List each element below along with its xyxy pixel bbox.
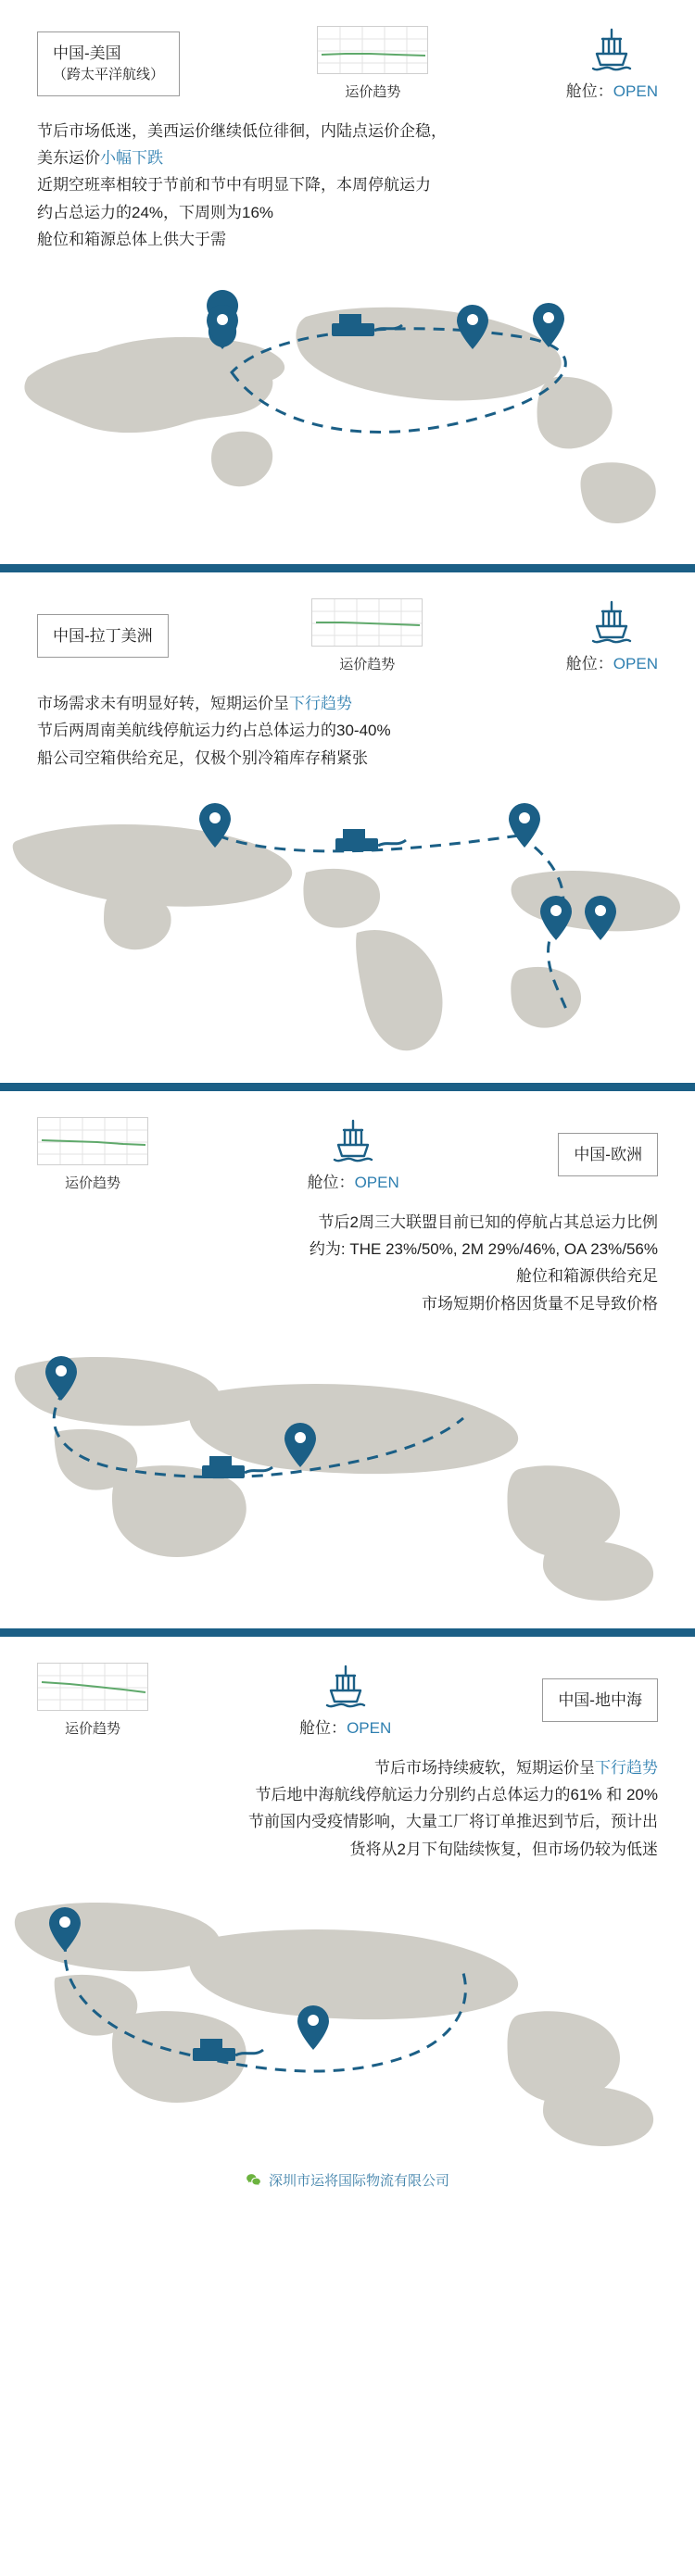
- desc-text: 约为: THE 23%/50%, 2M 29%/46%, OA 23%/56%: [309, 1240, 658, 1259]
- desc-text: 节后市场低迷，美西运价继续低位徘徊，内陆点运价企稳，: [37, 122, 447, 140]
- ship-icon: [327, 1117, 379, 1165]
- trend-caption: 运价趋势: [339, 657, 396, 673]
- desc-line: [37, 717, 658, 744]
- desc-highlight: 下行趋势: [289, 695, 352, 713]
- desc-line: [37, 171, 658, 198]
- space-value: OPEN: [613, 655, 658, 673]
- freight-trend-chart: [37, 1117, 148, 1192]
- section-divider: [0, 1628, 695, 1637]
- section-description: [0, 1743, 695, 1876]
- space-caption: [299, 1715, 391, 1738]
- space-label: 舱位：: [565, 655, 613, 673]
- trend-chartbox: [37, 1117, 148, 1165]
- ship-icon: [586, 26, 638, 74]
- space-label: 舱位：: [307, 1173, 355, 1191]
- space-status: [308, 1117, 399, 1192]
- space-label: 舱位：: [299, 1718, 348, 1737]
- desc-line: [37, 745, 658, 772]
- route-label: [37, 31, 180, 96]
- trend-caption: 运价趋势: [64, 1720, 120, 1737]
- space-value: OPEN: [347, 1718, 392, 1737]
- desc-line: [37, 1236, 658, 1263]
- route-name: 中国-地中海: [558, 1690, 642, 1709]
- section-europe: [0, 1091, 695, 1637]
- world-landmass: [13, 824, 680, 1050]
- desc-text: 市场短期价格因货量不足导致价格: [422, 1294, 658, 1313]
- desc-line: [37, 145, 658, 171]
- desc-line: [37, 690, 658, 717]
- desc-text: 美东运价: [37, 149, 100, 168]
- desc-text: 节前国内受疫情影响，大量工厂将订单推迟到节后，预计出: [248, 1813, 658, 1831]
- desc-text: 约占总运力的24%，下周则为16%: [37, 203, 274, 221]
- desc-highlight: 小幅下跌: [100, 149, 163, 168]
- route-subtitle: （跨太平洋航线）: [53, 67, 165, 82]
- section-description: [0, 107, 695, 266]
- desc-line: [37, 226, 658, 253]
- section-description: [0, 1198, 695, 1330]
- space-caption: [566, 650, 658, 673]
- section-divider: [0, 564, 695, 572]
- desc-line: [37, 1209, 658, 1236]
- section-mediterranean: [0, 1637, 695, 2154]
- section-latam: [0, 572, 695, 1091]
- section-divider: [0, 1083, 695, 1091]
- route-name: 中国-美国: [53, 44, 121, 62]
- desc-line: [37, 118, 658, 145]
- desc-line: [37, 1263, 658, 1289]
- desc-text: 节后2周三大联盟目前已知的停航占其总运力比例: [318, 1213, 658, 1231]
- route-label: [37, 614, 169, 659]
- route-name: 中国-欧洲: [574, 1145, 642, 1163]
- section-header: [0, 1091, 695, 1198]
- space-label: 舱位：: [565, 82, 613, 100]
- trend-caption: 运价趋势: [345, 84, 401, 100]
- desc-line: [37, 1754, 658, 1781]
- footer-company-name: 深圳市运将国际物流有限公司: [268, 2172, 449, 2189]
- desc-highlight: 下行趋势: [595, 1758, 658, 1777]
- footer: [0, 2154, 695, 2210]
- section-header: [0, 1637, 695, 1743]
- route-map-us: [0, 266, 695, 544]
- desc-text: 舱位和箱源总体上供大于需: [37, 230, 226, 248]
- ship-icon: [320, 1663, 372, 1711]
- desc-text: 船公司空箱供给充足，仅极个别冷箱库存稍紧张: [37, 748, 368, 767]
- world-landmass: [15, 1357, 653, 1601]
- desc-text: 节后市场持续疲软，短期运价呈: [374, 1758, 595, 1777]
- freight-trend-chart: [37, 1663, 148, 1738]
- route-map-latam: [0, 785, 695, 1062]
- desc-text: 舱位和箱源供给充足: [516, 1267, 658, 1286]
- section-header: [0, 572, 695, 679]
- section-description: [0, 679, 695, 785]
- trend-chartbox: [311, 598, 423, 647]
- desc-line: [37, 1290, 658, 1317]
- space-value: OPEN: [613, 82, 658, 100]
- space-caption: [566, 78, 658, 101]
- desc-line: [37, 1781, 658, 1808]
- desc-line: [37, 1808, 658, 1835]
- space-value: OPEN: [354, 1173, 399, 1191]
- world-landmass: [24, 308, 655, 523]
- trend-chartbox: [37, 1663, 148, 1711]
- wechat-icon: [246, 2172, 261, 2188]
- route-label: [542, 1678, 658, 1723]
- trend-chartbox: [317, 26, 428, 74]
- trend-caption: 运价趋势: [64, 1175, 120, 1191]
- space-caption: [308, 1169, 399, 1192]
- space-status: [566, 598, 658, 673]
- route-map-europe: [0, 1330, 695, 1608]
- freight-trend-chart: [311, 598, 423, 673]
- desc-text: 近期空班率相较于节前和节中有明显下降，本周停航运力: [37, 176, 431, 195]
- desc-text: 节后地中海航线停航运力分别约占总体运力的61% 和 20%: [255, 1786, 658, 1804]
- space-status: [566, 26, 658, 101]
- section-header: [0, 0, 695, 107]
- desc-text: 节后两周南美航线停航运力约占总体运力的30-40%: [37, 722, 391, 740]
- desc-line: [37, 199, 658, 226]
- section-us: [0, 0, 695, 572]
- route-map-mediterranean: [0, 1876, 695, 2154]
- space-status: [299, 1663, 391, 1738]
- desc-text: 货将从2月下旬陆续恢复，但市场仍较为低迷: [349, 1840, 658, 1858]
- route-label: [558, 1133, 658, 1177]
- ship-icon: [586, 598, 638, 647]
- freight-trend-chart: [317, 26, 428, 101]
- desc-text: 市场需求未有明显好转，短期运价呈: [37, 695, 289, 713]
- desc-line: [37, 1836, 658, 1863]
- route-name: 中国-拉丁美洲: [53, 626, 153, 645]
